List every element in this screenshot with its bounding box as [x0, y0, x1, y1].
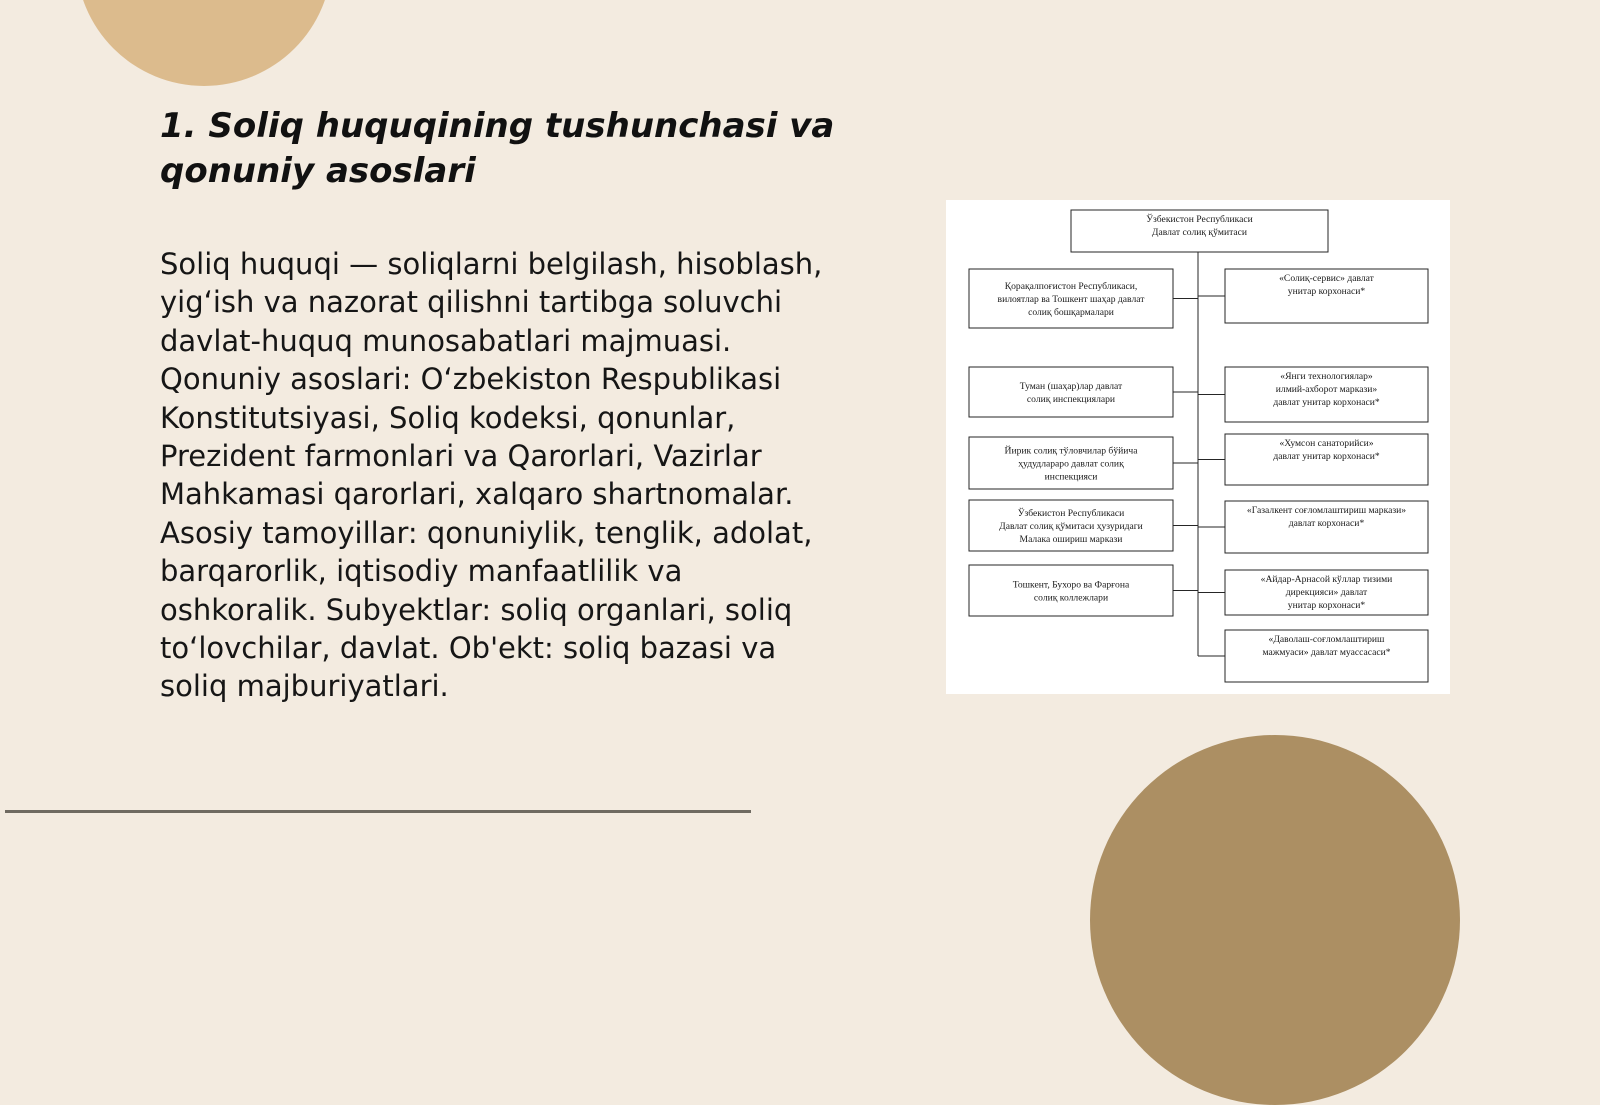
org-chart — [946, 200, 1450, 694]
org-chart-root-node-label: Давлат солиқ қўмитаси — [1151, 227, 1248, 238]
org-chart-left-node-2-label: солиқ инспекциялари — [1026, 394, 1116, 405]
org-chart-left-node-4-label: Давлат солиқ қўмитаси ҳузуридаги — [999, 521, 1143, 532]
org-chart-right-node-1-label: унитар корхонаси* — [1287, 286, 1366, 297]
org-chart-right-node-3-label: «Хумсон санаторийси» — [1279, 438, 1374, 449]
divider-line — [5, 810, 751, 813]
org-chart-right-node-5-label: дирекцияси» давлат — [1285, 587, 1368, 598]
org-chart-right-node-2-label: «Янги технологиялар» — [1280, 371, 1373, 382]
org-chart-left-node-1-label: солиқ бошқармалари — [1028, 307, 1114, 318]
org-chart-right-node-6-label: «Даволаш-соғломлаштириш — [1268, 634, 1385, 645]
org-chart-right-node-4-label: давлат корхонаси* — [1288, 518, 1365, 529]
org-chart-right-node-1-label: «Солиқ-сервис» давлат — [1279, 273, 1374, 284]
org-chart-left-node-3-label: Йирик солиқ тўловчилар бўйича — [1004, 445, 1138, 457]
org-chart-right-node-4-label: «Газалкент соғломлаштириш маркази» — [1246, 505, 1407, 516]
slide-body-text: Soliq huquqi — soliqlarni belgilash, hisoblash, yig‘ish va nazorat qilishni tartibga soluvchi davlat-huquq munosabatlari majmuasi. Qonuniy asoslari: O‘zbekiston Respublikasi Konstitutsiyasi, Soliq kodeksi, qonunlar, Prezident farmonlari va Qarorlari, Vazirlar Mahkamasi qarorlari, xalqaro shartnomalar. Asosiy tamoyillar: qonuniylik, tenglik, adolat, barqarorlik, iqtisodiy manfaatlilik va oshkoralik. Subyektlar: soliq organlari, soliq to‘lovchilar, davlat. Ob'ekt: soliq bazasi va soliq majburiyatlari. — [160, 247, 823, 704]
org-chart-left-node-5 — [969, 565, 1173, 616]
org-chart-left-node-5-label: солиқ коллежлари — [1033, 592, 1109, 604]
org-chart-left-node-1-label: вилоятлар ва Тошкент шаҳар давлат — [997, 294, 1145, 305]
org-chart-left-node-4-label: Ўзбекистон Республикаси — [1017, 508, 1125, 519]
org-chart-left-node-3-label: ҳудудлараро давлат солиқ — [1018, 458, 1124, 470]
org-chart-root-node-label: Ўзбекистон Республикаси — [1146, 214, 1253, 225]
org-chart-right-node-2-label: давлат унитар корхонаси* — [1273, 397, 1380, 408]
org-chart-right-node-3-label: давлат унитар корхонаси* — [1273, 451, 1380, 462]
org-chart-left-node-2-label: Туман (шаҳар)лар давлат — [1019, 381, 1123, 392]
org-chart-right-node-2-label: илмий-ахборот маркази» — [1275, 384, 1378, 395]
decorative-circle-top — [76, 0, 332, 86]
org-chart-left-node-4-label: Малака ошириш маркази — [1019, 534, 1123, 545]
org-chart-left-node-3-label: инспекцияси — [1044, 471, 1098, 483]
org-chart-right-node-6-label: мажмуаси» давлат муассасаси* — [1262, 647, 1391, 658]
org-chart-left-node-2 — [969, 367, 1173, 417]
org-chart-left-node-1-label: Қорақалпоғистон Республикаси, — [1004, 281, 1138, 292]
decorative-circle-bottom — [1090, 735, 1460, 1105]
org-chart-left-node-5-label: Тошкент, Бухоро ва Фарғона — [1012, 579, 1130, 591]
org-chart-image — [946, 200, 1450, 694]
org-chart-right-node-5-label: «Айдар-Арнасой кўллар тизими — [1260, 574, 1393, 585]
org-chart-right-node-5-label: унитар корхонаси* — [1287, 600, 1366, 611]
slide-title: 1. Soliq huquqining tushunchasi va qonuniy asoslari — [160, 106, 835, 191]
